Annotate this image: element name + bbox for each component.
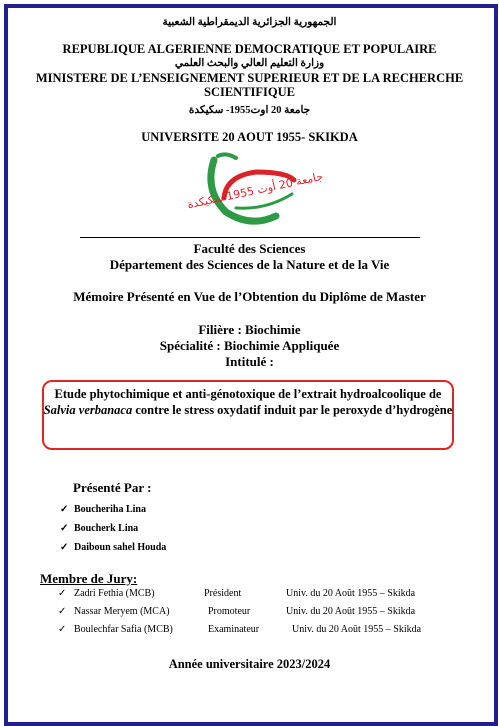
ministry-line-1: MINISTERE DE L’ENSEIGNEMENT SUPERIEUR ET DE LA RECHERCHE <box>35 71 464 85</box>
jury-affiliation: Univ. du 20 Août 1955 – Skikda <box>286 588 416 599</box>
check-icon: ✓ <box>58 624 67 635</box>
check-icon: ✓ <box>60 542 69 553</box>
check-icon: ✓ <box>60 523 69 534</box>
author-name: Daiboun sahel Houda <box>74 542 167 553</box>
author-name: Boucheriha Lina <box>74 504 146 515</box>
specialite: Spécialité : Biochimie Appliquée <box>159 338 340 353</box>
author-name: Boucherk Lina <box>74 523 139 534</box>
authors-list <box>60 500 166 557</box>
thesis-title-part1: Etude phytochimique et anti-génotoxique de l’extrait hydroalcoolique de <box>54 387 442 401</box>
jury-name: Boulechfar Safia (MCB) <box>74 624 173 635</box>
presented-by-heading: Présenté Par : <box>73 480 152 495</box>
arabic-ministry: وزارة التعليم العالي والبحث العلمي <box>174 58 325 69</box>
filiere: Filière : Biochimie <box>198 322 301 337</box>
logo-text: جامعة 20 أوت 1955 سكيكدة <box>186 169 325 212</box>
jury-role: Président <box>204 588 242 599</box>
jury-role: Examinateur <box>208 624 260 635</box>
arabic-republic: الجمهورية الجزائرية الديمقراطية الشعبية <box>162 17 337 28</box>
author-item <box>60 500 166 519</box>
author-item <box>60 538 166 557</box>
department-name: Département des Sciences de la Nature et de la Vie <box>109 257 390 272</box>
jury-heading: Membre de Jury: <box>40 571 138 586</box>
thesis-title-species: Salvia verbanaca <box>43 403 133 417</box>
thesis-title <box>42 386 454 418</box>
divider-line <box>80 237 420 238</box>
university-name: UNIVERSITE 20 AOUT 1955- SKIKDA <box>141 130 358 144</box>
author-item <box>60 519 166 538</box>
republic-heading: REPUBLIQUE ALGERIENNE DEMOCRATIQUE ET POPULAIRE <box>62 42 437 56</box>
jury-role: Promoteur <box>208 606 251 617</box>
jury-affiliation: Univ. du 20 Août 1955 – Skikda <box>292 624 422 635</box>
faculty-name: Faculté des Sciences <box>193 241 306 256</box>
academic-year: Année universitaire 2023/2024 <box>168 657 331 671</box>
thesis-title-part2: contre le stress oxydatif induit par le peroxyde d’hydrogène <box>132 403 453 417</box>
memoire-statement: Mémoire Présenté en Vue de l’Obtention du Diplôme de Master <box>73 289 426 304</box>
intitule: Intitulé : <box>225 354 274 369</box>
check-icon: ✓ <box>58 606 67 617</box>
university-logo <box>186 150 325 225</box>
jury-name: Nassar Meryem (MCA) <box>74 606 170 617</box>
check-icon: ✓ <box>60 504 69 515</box>
arabic-university: جامعة 20 اوت1955- سكيكدة <box>188 105 311 116</box>
check-icon: ✓ <box>58 588 67 599</box>
jury-name: Zadri Fethia (MCB) <box>74 588 155 599</box>
jury-affiliation: Univ. du 20 Août 1955 – Skikda <box>286 606 416 617</box>
ministry-line-2: SCIENTIFIQUE <box>204 85 295 99</box>
